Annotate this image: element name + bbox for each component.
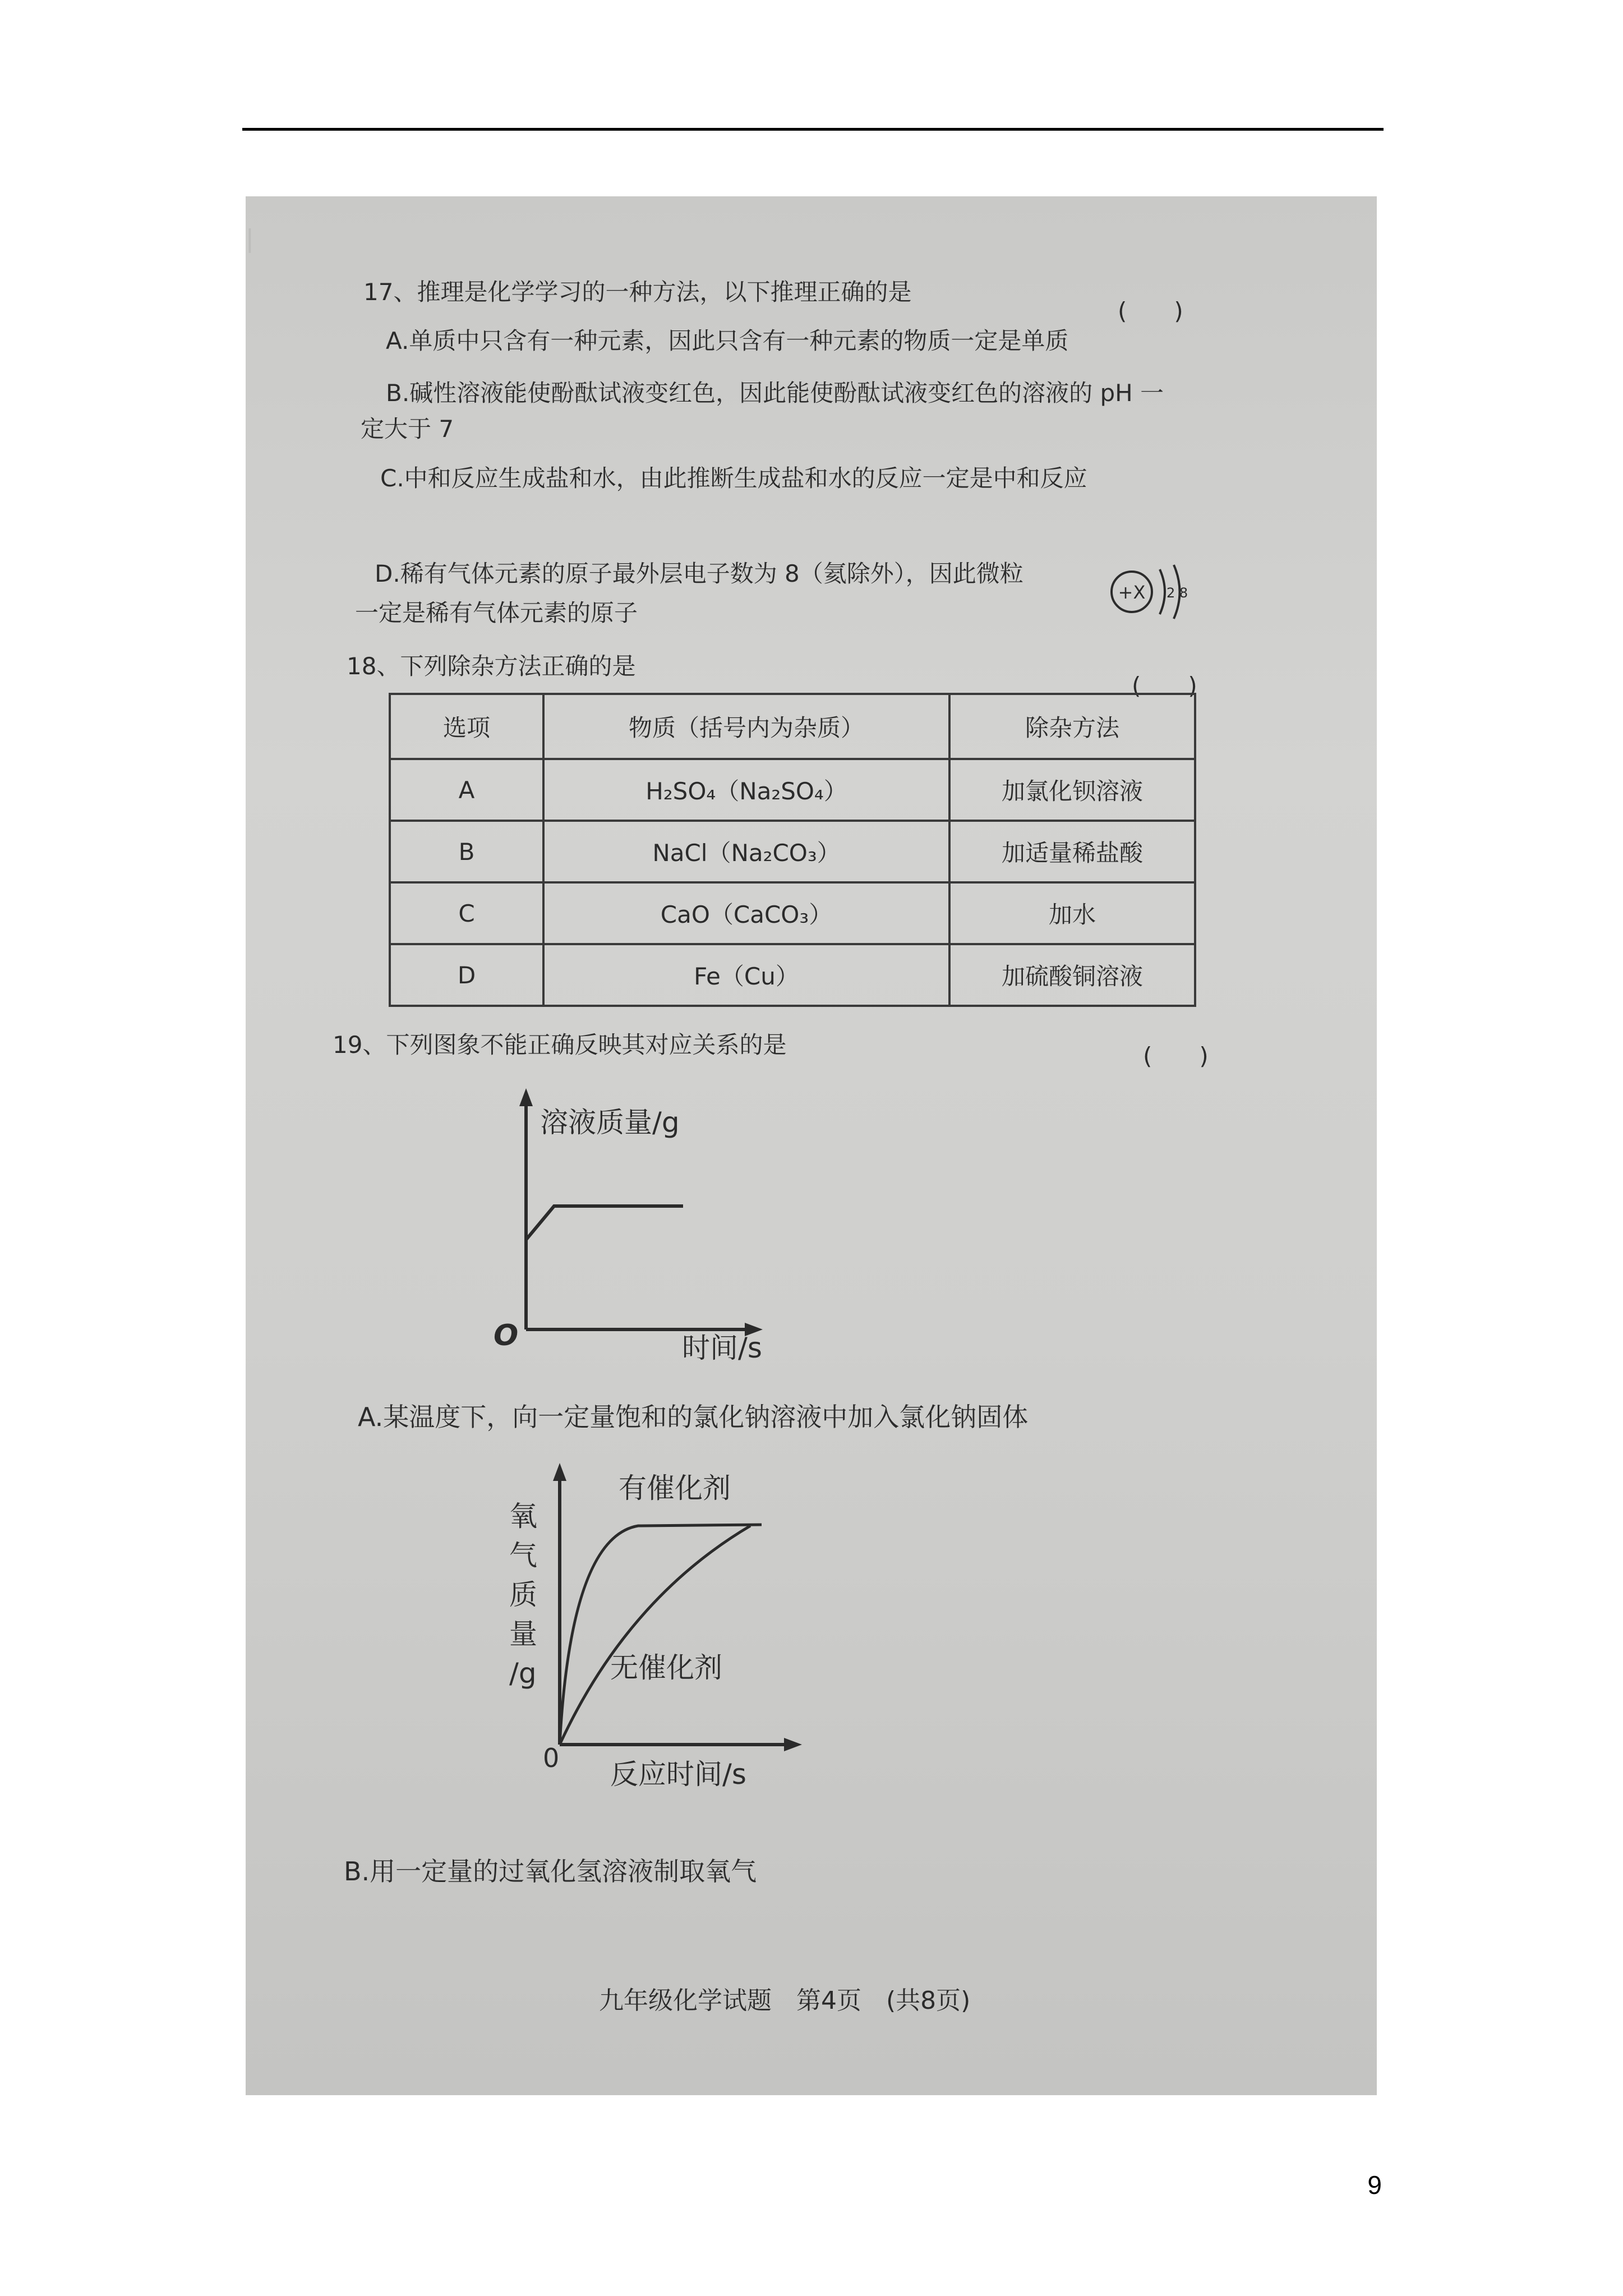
graph-b-x-arrow bbox=[784, 1738, 802, 1751]
table-cell: 加适量稀盐酸 bbox=[949, 821, 1195, 882]
table-cell: 加硫酸铜溶液 bbox=[949, 944, 1195, 1006]
graph-b-curve1-label: 有催化剂 bbox=[619, 1472, 731, 1504]
table-cell: A bbox=[390, 759, 543, 821]
table-cell: H₂SO₄（Na₂SO₄） bbox=[543, 759, 949, 821]
graph-a-xlabel: 时间/s bbox=[682, 1332, 762, 1364]
q17-option-b-line2: 定大于 7 bbox=[361, 415, 454, 443]
q17-answer-paren: ( ) bbox=[1118, 297, 1183, 325]
q17-option-a: A.单质中只含有一种元素，因此只含有一种元素的物质一定是单质 bbox=[386, 327, 1069, 355]
q19-stem: 19、下列图象不能正确反映其对应关系的是 bbox=[333, 1031, 787, 1059]
exam-photo bbox=[246, 196, 1377, 2095]
q19-answer-paren: ( ) bbox=[1143, 1042, 1209, 1070]
table-cell: 加氯化钡溶液 bbox=[949, 759, 1195, 821]
table-cell: 加水 bbox=[949, 882, 1195, 944]
table-cell: CaO（CaCO₃） bbox=[543, 882, 949, 944]
graph-b-ylabel-char: /g bbox=[509, 1657, 537, 1690]
graph-a-curve bbox=[526, 1206, 683, 1240]
table-header-cell: 选项 bbox=[390, 694, 543, 759]
graph-b-ylabel-char: 氧 bbox=[509, 1500, 537, 1533]
graph-b-caption: B.用一定量的过氧化氢溶液制取氧气 bbox=[344, 1856, 757, 1887]
table-header-row bbox=[390, 694, 1195, 759]
atom-shell-electrons: 2 8 bbox=[1166, 585, 1188, 601]
graph-a-y-arrow bbox=[519, 1088, 533, 1106]
table-header-cell: 除杂方法 bbox=[949, 694, 1195, 759]
q18-stem: 18、下列除杂方法正确的是 bbox=[347, 652, 636, 680]
q17-option-b-line1: B.碱性溶液能使酚酞试液变红色，因此能使酚酞试液变红色的溶液的 pH 一 bbox=[386, 379, 1164, 407]
table-cell: D bbox=[390, 944, 543, 1006]
graph-b bbox=[492, 1453, 840, 1789]
table-cell: B bbox=[390, 821, 543, 882]
atom-structure-diagram bbox=[1104, 553, 1193, 633]
impurity-removal-table bbox=[389, 693, 1196, 1007]
graph-a bbox=[494, 1083, 818, 1364]
graph-a-ylabel: 溶液质量/g bbox=[540, 1106, 680, 1139]
graph-b-y-arrow bbox=[553, 1463, 566, 1481]
header-rule bbox=[242, 128, 1384, 131]
q17-stem: 17、推理是化学学习的一种方法，以下推理正确的是 bbox=[363, 278, 912, 306]
graph-b-ylabel-char: 质 bbox=[509, 1579, 537, 1611]
graph-a-caption: A.某温度下，向一定量饱和的氯化钠溶液中加入氯化钠固体 bbox=[358, 1402, 1029, 1432]
table-header-cell: 物质（括号内为杂质） bbox=[543, 694, 949, 759]
graph-b-curve-without-catalyst bbox=[560, 1526, 750, 1745]
bleed-through-mark: | bbox=[246, 224, 254, 253]
graph-b-xlabel: 反应时间/s bbox=[610, 1758, 746, 1791]
table-row bbox=[390, 759, 1195, 821]
table-row bbox=[390, 882, 1195, 944]
exam-footer: 九年级化学试题 第4页 (共8页) bbox=[599, 1986, 971, 2015]
table-cell: NaCl（Na₂CO₃） bbox=[543, 821, 949, 882]
graph-b-curve-with-catalyst bbox=[560, 1525, 762, 1745]
page-number: 9 bbox=[1367, 2170, 1382, 2200]
table-cell: Fe（Cu） bbox=[543, 944, 949, 1006]
table-cell: C bbox=[390, 882, 543, 944]
q17-option-d-line2: 一定是稀有气体元素的原子 bbox=[355, 599, 638, 627]
graph-b-origin: 0 bbox=[543, 1743, 560, 1773]
table-row bbox=[390, 944, 1195, 1006]
graph-b-curve2-label: 无催化剂 bbox=[610, 1651, 722, 1684]
graph-b-ylabel-char: 量 bbox=[509, 1618, 537, 1650]
graph-a-origin: O bbox=[494, 1319, 519, 1352]
q17-option-d-line1: D.稀有气体元素的原子最外层电子数为 8（氦除外），因此微粒 bbox=[375, 560, 1023, 587]
q18-answer-paren: ( ) bbox=[1132, 672, 1197, 700]
atom-nucleus-label: +X bbox=[1118, 582, 1146, 603]
q17-option-c: C.中和反应生成盐和水，由此推断生成盐和水的反应一定是中和反应 bbox=[380, 464, 1087, 492]
table-row bbox=[390, 821, 1195, 882]
graph-b-ylabel-char: 气 bbox=[509, 1539, 537, 1572]
